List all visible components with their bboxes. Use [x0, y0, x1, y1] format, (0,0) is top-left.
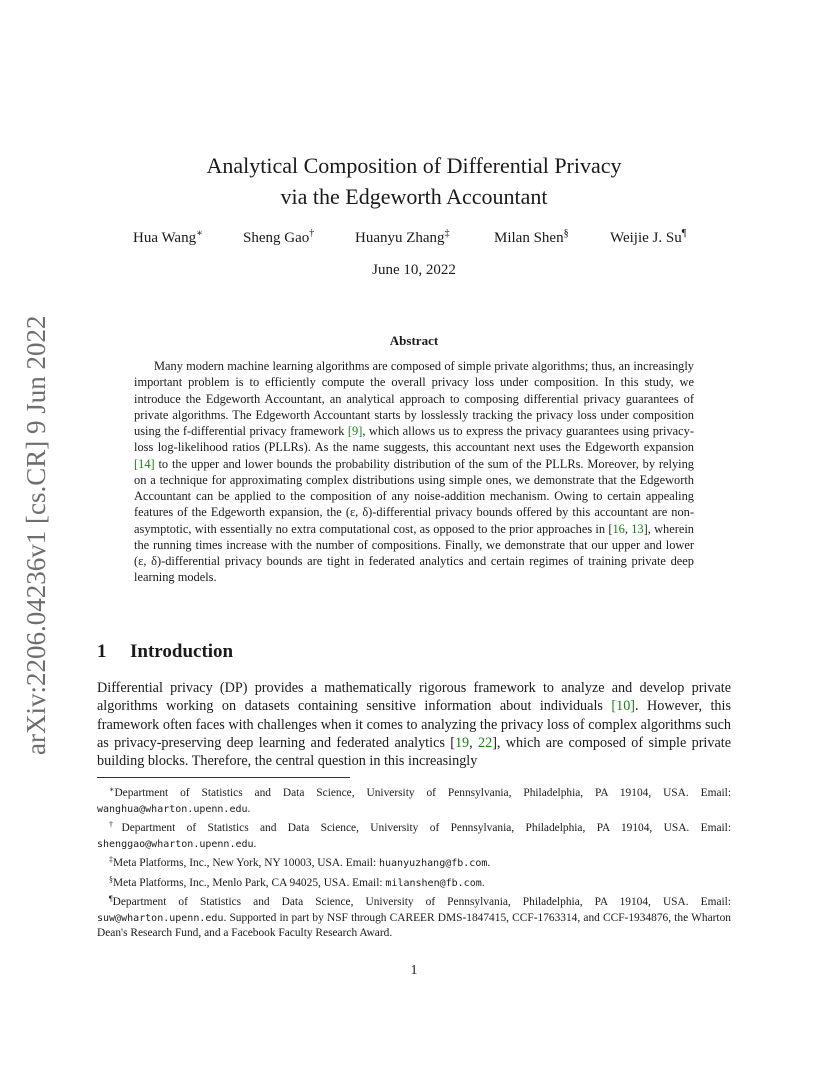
citation-link[interactable]: 22: [478, 734, 493, 751]
author: Milan Shen§: [494, 228, 569, 246]
footnote-divider: [97, 777, 350, 778]
paper-date: June 10, 2022: [372, 262, 456, 278]
citation-link[interactable]: [9]: [347, 424, 363, 438]
footnote: ‡Meta Platforms, Inc., New York, NY 10003, USA. Email: huanyuzhang@fb.com.: [109, 855, 491, 869]
author: Hua Wang∗: [133, 228, 203, 246]
citation-link[interactable]: [14]: [134, 456, 155, 471]
abstract-heading: Abstract: [389, 333, 439, 348]
citation-link[interactable]: 19: [454, 734, 470, 751]
footnotes: [97, 782, 731, 942]
paper-title-line-2: via the Edgeworth Accountant: [280, 184, 548, 209]
footnote: §Meta Platforms, Inc., Menlo Park, CA 94025, USA. Email: milanshen@fb.com.: [109, 874, 485, 889]
email-address[interactable]: huanyuzhang@fb.com: [378, 858, 488, 869]
citation-link[interactable]: [10]: [611, 698, 636, 715]
email-address[interactable]: milanshen@fb.com: [385, 877, 482, 889]
email-address[interactable]: wanghua@wharton.upenn.edu: [97, 803, 248, 815]
page-number: 1: [410, 963, 418, 978]
email-address[interactable]: shenggao@wharton.upenn.edu: [97, 838, 254, 850]
author: Sheng Gao†: [243, 228, 315, 246]
citation-link[interactable]: 16: [612, 521, 625, 536]
section-heading: 1 Introduction: [97, 641, 234, 662]
footnote: ¶Department of Statistics and Data Science, University of Pennsylvania, Philadelphia, PA 19104, USA. Email: suw@wharton.upenn.edu. Supported in part by NSF through CAREER DMS-1847415, CCF-1763314, and CCF-1934876, the Wharton Dean's Research Fund, and a Facebook Faculty Research Award.: [97, 894, 731, 939]
footnote: ∗Department of Statistics and Data Science, University of Pennsylvania, Philadelphia, PA 19104, USA. Email: wanghua@wharton.upenn.edu.: [97, 785, 731, 815]
author: Weijie J. Su¶: [610, 228, 687, 246]
citation-link[interactable]: 13: [631, 521, 644, 536]
email-address[interactable]: suw@wharton.upenn.edu: [97, 912, 224, 924]
intro-paragraph: Differential privacy (DP) provides a mathematically rigorous framework to analyze and develop private algorithms working on datasets containing sensitive information about individuals [10]. However, this framework often faces with challenges when it comes to analyzing the privacy loss of complex algorithms such as privacy-preserving deep learning and federated analytics [19, 22], which are composed of simple private building blocks. Therefore, the central question in this increasingly: [97, 680, 732, 770]
arxiv-stamp: arXiv:2206.04236v1 [cs.CR] 9 Jun 2022: [21, 315, 51, 755]
footnote: †Department of Statistics and Data Science, University of Pennsylvania, Philadelphia, PA 19104, USA. Email: shenggao@wharton.upenn.edu.: [97, 820, 731, 850]
author-list: [133, 228, 713, 250]
paper-title-line-1: Analytical Composition of Differential Privacy: [206, 153, 622, 178]
abstract-text: Many modern machine learning algorithms are composed of simple private algorithms; thus, an increasingly important problem is to efficiently compute the overall privacy loss under composition. In this study, we introduce the Edgeworth Accountant, an analytical approach to composing differential privacy guarantees of private algorithms. The Edgeworth Accountant starts by losslessly tracking the privacy loss under composition using the f-differential privacy framework [9], which allows us to express the privacy guarantees using privacy-loss log-likelihood ratios (PLLRs). As the name suggests, this accountant next uses the Edgeworth expansion [14] to the upper and lower bounds the probability distribution of the sum of the PLLRs. Moreover, by relying on a technique for approximating complex distributions using simple ones, we demonstrate that the Edgeworth Accountant can be applied to the composition of any noise-addition mechanism. Owing to certain appealing features of the Edgeworth expansion, the (ε, δ)-differential privacy bounds offered by this accountant are non-asymptotic, with essentially no extra computational cost, as opposed to the prior approaches in [16, 13], wherein the running times increase with the number of compositions. Finally, we demonstrate that our upper and lower (ε, δ)-differential privacy bounds are tight in federated analytics and certain regimes of training private deep learning models.: [134, 359, 694, 585]
author: Huanyu Zhang‡: [355, 228, 450, 246]
